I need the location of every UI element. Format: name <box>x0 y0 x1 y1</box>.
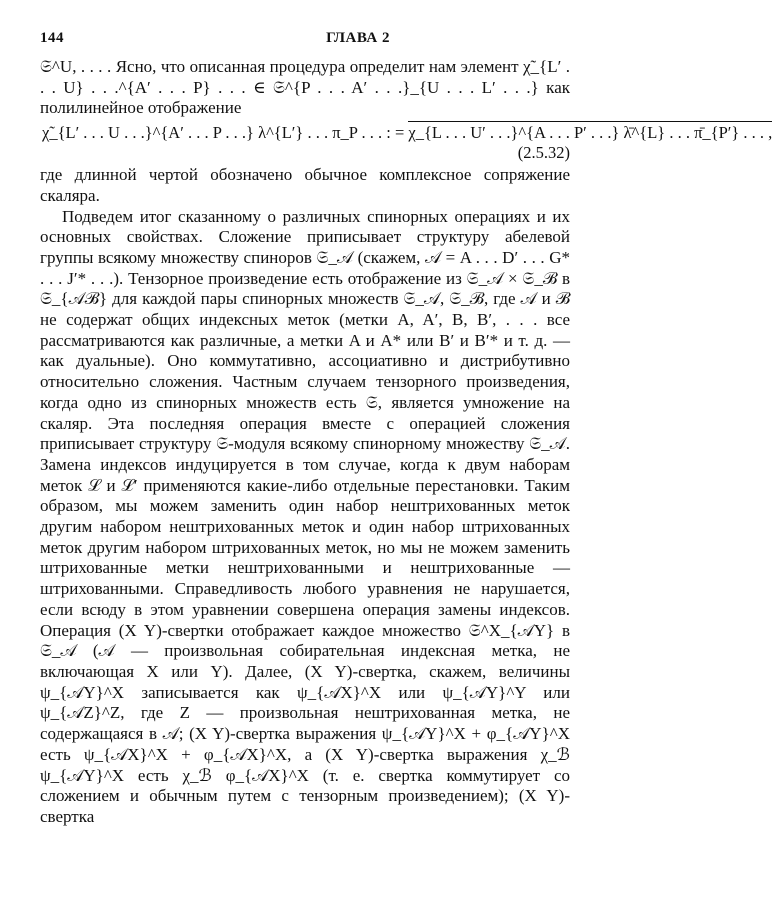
opening-paragraph: 𝔖^U, . . . . Ясно, что описанная процедура определит нам элемент χ̃_{L′ . . . U} . . .^{A′ . . . P} . . . ∈ 𝔖^{P . . . A′ . . .}_{U . . . L′ . . .} как полилинейное отображение <box>40 57 570 118</box>
equation-eq: = <box>394 123 405 143</box>
equation-rhs-conjugate: χ_{L . . . U′ . . .}^{A . . . P′ . . .} λ̄^{L} . . . π̄_{P′} . . . , <box>408 123 772 143</box>
equation-2-5-32 <box>42 123 772 143</box>
page-number: 144 <box>40 30 64 46</box>
running-header <box>40 30 570 47</box>
equation-number: (2.5.32) <box>517 143 570 163</box>
equation-lhs: χ̃_{L′ . . . U . . .}^{A′ . . . P . . .} λ^{L′} . . . π_P . . . : <box>42 123 391 143</box>
chapter-title: ГЛАВА 2 <box>326 30 390 46</box>
conjugation-note: где длинной чертой обозначено обычное комплексное сопряжение скаляра. <box>40 165 570 205</box>
summary-paragraph: Подведем итог сказанному о различных спинорных операциях и их основных свойствах. Сложение приписывает структуру абелевой группы всякому множеству спиноров 𝔖_𝒜 (скажем, 𝒜 = A . . . D′ . . . G* . . . J′* . . .). Тензорное произведение есть отображение из 𝔖_𝒜 × 𝔖_ℬ в 𝔖_{𝒜ℬ} для каждой пары спинорных множеств 𝔖_𝒜, 𝔖_ℬ, где 𝒜 и ℬ не содержат общих индексных меток (метки A, A′, B, B′, . . . все рассматриваются как различные, а метки A и A* или B′ и B′* и т. д. — как дуальные). Оно коммутативно, ассоциативно и дистрибутивно относительно сложения. Частным случаем тензорного произведения, когда одно из спинорных множеств есть 𝔖, является умножение на скаляр. Эта последняя операция вместе с операцией сложения приписывает структуру 𝔖-модуля всякому спинорному множеству 𝔖_𝒜. Замена индексов индуцируется в том случае, когда к двум наборам меток ℒ и ℒ′ применяются какие-либо отдельные перестановки. Таким образом, мы можем заменить один набор нештрихованных меток другим набором нештрихованных меток и один набор штрихованных меток другим набором штрихованных меток, но мы не можем заменить штрихованные метки нештрихованными и нештрихованные — штрихованными. Справедливость любого уравнения не нарушается, если всюду в этом уравнении совершена операция замены индексов. Операция (X Y)-свертки отображает каждое множество 𝔖^X_{𝒜Y} в 𝔖_𝒜 (𝒜 — произвольная собирательная индексная метка, не включающая X или Y). Далее, (X Y)-свертка, скажем, величины ψ_{𝒜Y}^X записывается как ψ_{𝒜X}^X или ψ_{𝒜Y}^Y или ψ_{𝒜Z}^Z, где Z — произвольная нештрихованная метка, не содержащаяся в 𝒜; (X Y)-свертка выражения ψ_{𝒜Y}^X + φ_{𝒜Y}^X есть ψ_{𝒜X}^X + φ_{𝒜X}^X, а (X Y)-свертка выражения χ_ℬ ψ_{𝒜Y}^X есть χ_ℬ φ_{𝒜X}^X (т. е. свертка коммутирует со сложением и обычным путем с тензорным произведением); (X Y)-свертка <box>40 206 570 826</box>
